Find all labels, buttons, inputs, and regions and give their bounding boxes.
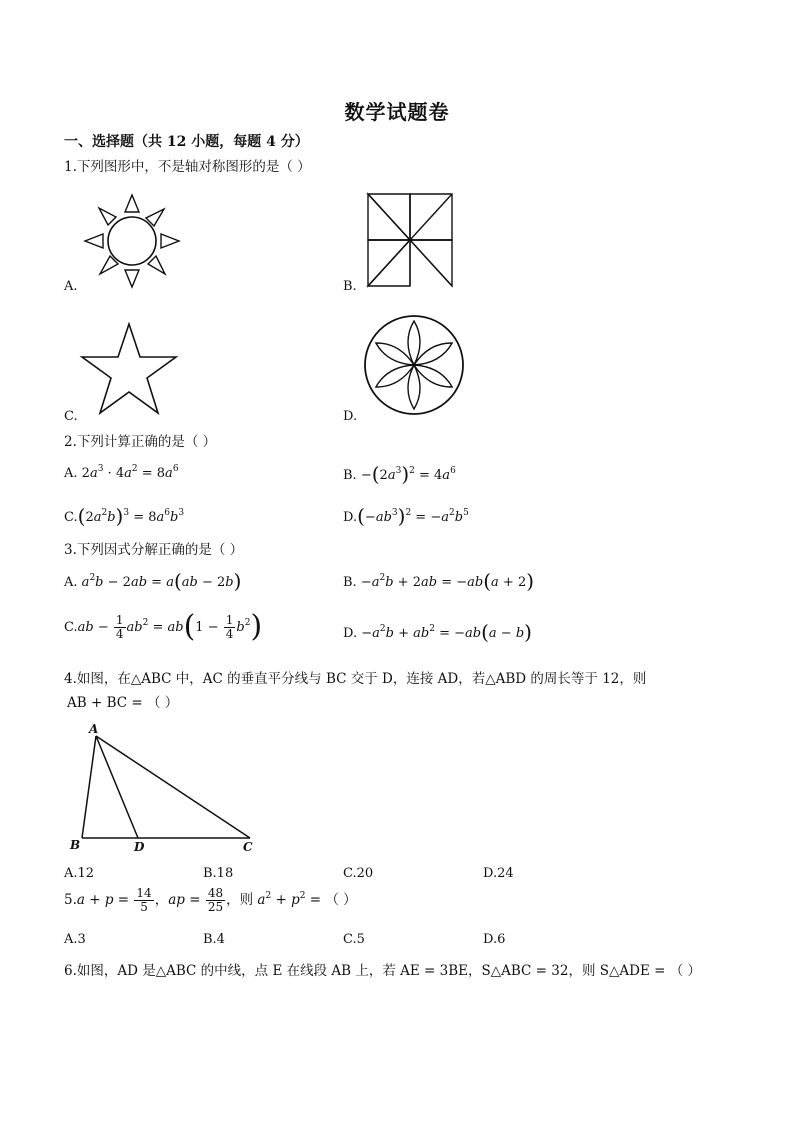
q3-option-a: A. $a^2b - 2ab = a(ab - 2b)$ [64, 569, 242, 593]
pinwheel-figure [364, 190, 456, 290]
q3-stem: 3.下列因式分解正确的是（ ） [64, 542, 244, 558]
q4-option-c: C.20 [343, 866, 374, 881]
q1-stem: 1.下列图形中，不是轴对称图形的是（ ） [64, 159, 311, 175]
q5-option-a: A.3 [64, 932, 86, 947]
q4-stem-line1: 4.如图，在△ABC 中，AC 的垂直平分线与 BC 交于 D，连接 AD，若△ABD 的周长等于 12，则 [64, 671, 647, 687]
triangle-abc-figure [66, 722, 266, 856]
q1-option-a-label: A. [64, 279, 78, 294]
q4-option-a: A.12 [64, 866, 95, 881]
q5-stem: 5.a + p = $\frac{14}{5}$ ，ap = $\frac{48}{25}$ ，则 $a^2 + p^2$ = （ ） [64, 886, 357, 914]
q2-option-a: A. $2a^3 \cdot 4a^2 = 8a^6$ [64, 464, 179, 481]
page-title: 数学试题卷 [344, 100, 450, 124]
sun-figure [82, 192, 182, 290]
q4-option-d: D.24 [483, 866, 514, 881]
q4-stem-line2: AB + BC = （ ） [67, 695, 179, 711]
q2-option-d: $D.(-ab^3)^2 = -a^2b^5$ [343, 504, 469, 528]
q2-option-b: B. $-(2a^3)^2 = 4a^6$ [343, 462, 456, 486]
q3-option-c: C.ab − $\frac{1}{4}$ $ab^2 = ab(1$ − $\frac{1}{4}$ $b^2$) [64, 609, 263, 644]
q3-option-b: B. $-a^2b + 2ab = -ab(a + 2)$ [343, 569, 535, 593]
vertex-a-label: A [89, 722, 99, 736]
q1-option-d-label: D. [343, 409, 358, 424]
section-heading: 一、选择题（共 12 小题，每题 4 分） [64, 134, 309, 150]
q5-option-b: B.4 [203, 932, 225, 947]
q5-option-c: C.5 [343, 932, 365, 947]
q2-option-c: $C.(2a^2b)^3 = 8a^6b^3$ [64, 504, 185, 528]
star-figure [79, 322, 179, 416]
vertex-b-label: B [70, 838, 81, 852]
q4-option-b: B.18 [203, 866, 234, 881]
point-d-label: D [134, 840, 145, 854]
q1-option-b-label: B. [343, 279, 357, 294]
q6-stem: 6.如图，AD 是△ABC 的中线，点 E 在线段 AB 上，若 AE = 3BE，S△ABC = 32，则 S△ADE = （ ） [64, 963, 701, 979]
vertex-c-label: C [243, 840, 253, 854]
flower-circle-figure [362, 313, 466, 417]
q3-option-d: D. $-a^2b + ab^2 = -ab(a - b)$ [343, 620, 532, 644]
q5-option-d: D.6 [483, 932, 506, 947]
q1-option-c-label: C. [64, 409, 78, 424]
q2-stem: 2.下列计算正确的是（ ） [64, 434, 217, 450]
